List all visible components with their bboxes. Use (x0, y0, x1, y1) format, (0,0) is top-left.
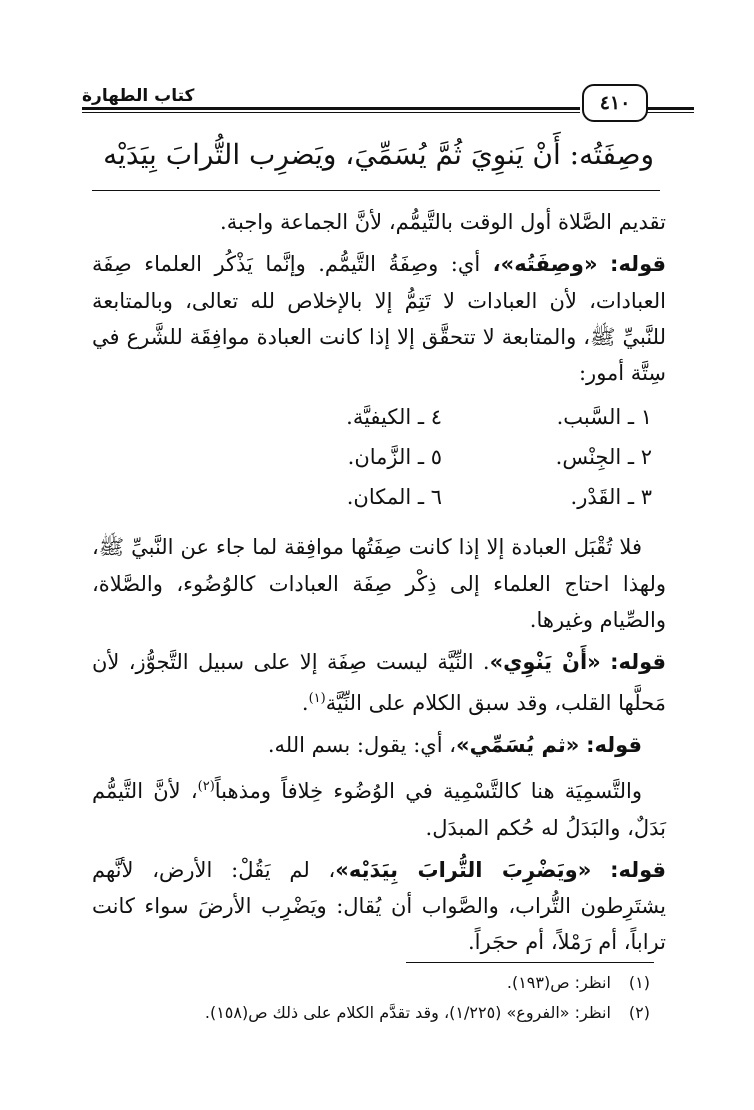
qawl-label: قوله: (610, 252, 666, 277)
list-item-text: ٣ ـ القَدْر. (570, 485, 652, 510)
paragraph: فلا تُقْبَل العبادة إلا إذا كانت صِفَتُها موافِقة لما جاء عن النَّبيِّ ﷺ، ولهذا احتاج العلماء إلى ذِكْر صِفَة العبادات كالوُضُوء، والصَّلاة، والصِّيام وغيرها. (92, 535, 666, 633)
list-item (92, 399, 652, 437)
quoted-phrase: «ثم يُسَمِّي» (456, 732, 580, 757)
paragraph-end: ، لأنَّ التَّيمُّم بَدَلٌ، والبَدَلُ له حُكم المبدَل. (92, 779, 666, 840)
conditions-list (92, 399, 666, 521)
paragraph: تقديم الصَّلاة أول الوقت بالتَّيمُّم، لأنَّ الجماعة واجبة. (220, 210, 666, 234)
quoted-phrase: «وصِفَتُه»، (492, 252, 598, 277)
list-item-text: ٥ ـ الزَّمان. (347, 445, 442, 470)
qawl-label: قوله: (610, 857, 666, 882)
paragraph (92, 852, 666, 961)
matn-text: وصِفَتُه: أَنْ يَنوِيَ ثُمَّ يُسَمِّيَ، ويَضرِب التُّرابَ بِيَدَيْه (103, 138, 654, 171)
list-item (92, 439, 652, 477)
paragraph-text: ، أي: يقول: بسم الله. (267, 732, 456, 757)
book-title: كتاب الطهارة (82, 86, 195, 106)
paragraph (92, 246, 666, 391)
quoted-phrase: «ويَضْرِبَ التُّرابَ بِيَدَيْه» (335, 857, 592, 882)
paragraph-end: . (301, 690, 309, 715)
list-item (92, 479, 652, 517)
footnote-ref[interactable]: (١) (308, 690, 326, 706)
paragraph (92, 644, 666, 721)
quoted-phrase: «أَنْ يَنْوِي» (489, 650, 601, 675)
header-rule-left-thin (82, 112, 580, 113)
qawl-label: قوله: (586, 732, 642, 757)
footnote-number: (١) (628, 973, 650, 992)
footnote-text: انظر: «الفروع» (١/٢٢٥)، وقد تقدَّم الكلام على ذلك ص(١٥٨). (204, 1003, 611, 1022)
footnote (507, 972, 650, 994)
matn-separator (92, 190, 660, 191)
header-rule-right (646, 107, 694, 110)
paragraph-text: والتَّسمِيَة هنا كالتَّسْمِية في الوُضُوء خِلافاً ومذهباً (214, 779, 642, 804)
paragraph (92, 769, 666, 846)
header-rule-right-thin (646, 112, 694, 113)
footnote-separator (406, 962, 654, 963)
footnote (205, 1002, 650, 1024)
footnote-ref[interactable]: (٢) (197, 779, 215, 795)
paragraph-text: ، لم يَقُلْ: الأرض، لأنَّهم يشتَرِطون التُّراب، والصَّواب أن يُقال: ويَضْرِب الأرضَ سواء كانت تراباً، أم رَمْلاً، أم حجَراً. (92, 857, 666, 955)
commentary-body (92, 204, 666, 967)
paragraph-text: . النِّيَّة ليست صِفَة إلا على سبيل التَّجوُّز، لأن مَحلَّها القلب، وقد سبق الكلام على النِّيَّة (92, 650, 666, 715)
paragraph-text: أي: وصِفَةُ التَّيمُّم. وإنَّما يَذْكُر العلماء صِفَة العبادات، لأن العبادات لا تَتِمُّ إلا بالإخلاص لله تعالى، وبالمتابعة للنَّبيِّ ﷺ، والمتابعة لا تتحقَّق إلا إذا كانت العبادة موافِقَة للشَّرع في سِتَّة أمور: (92, 252, 666, 386)
list-item-text: ٢ ـ الجِنْس. (555, 445, 652, 470)
header-rule-left (82, 107, 580, 110)
list-item-text: ١ ـ السَّبب. (556, 405, 652, 430)
qawl-label: قوله: (610, 650, 666, 675)
list-item-text: ٤ ـ الكيفيَّة. (346, 405, 442, 430)
paragraph (92, 727, 666, 763)
list-item-text: ٦ ـ المكان. (346, 485, 442, 510)
footnote-number: (٢) (628, 1003, 650, 1022)
page-number: ٤١٠ (582, 84, 648, 122)
footnote-text: انظر: ص(١٩٣). (506, 973, 611, 992)
